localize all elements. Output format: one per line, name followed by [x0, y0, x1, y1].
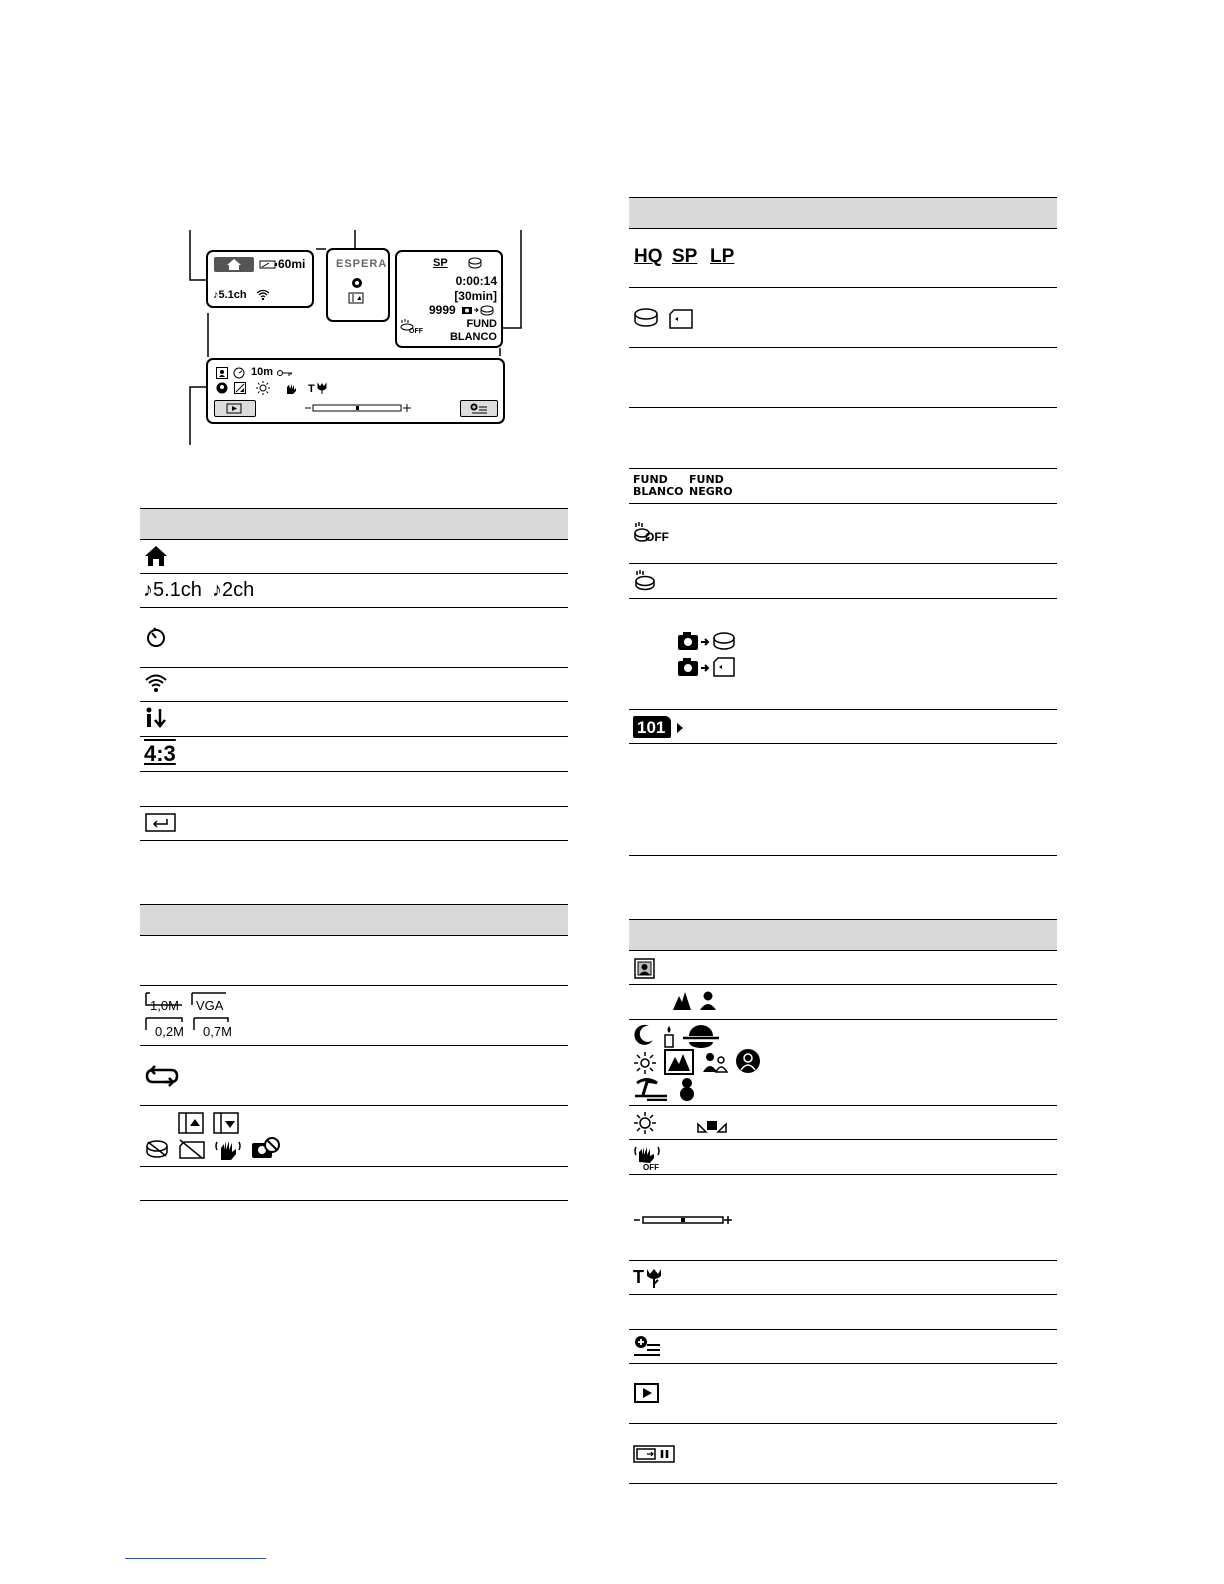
beach-icon	[633, 1077, 669, 1101]
row-divider	[629, 855, 1057, 856]
timer-value: 10m	[251, 366, 274, 378]
top-left-panel	[206, 250, 314, 308]
right-table2-header	[629, 919, 1057, 951]
background-label-1: FUND	[466, 318, 497, 330]
top-right-panel	[395, 250, 503, 348]
night-icon	[633, 1024, 655, 1046]
tulip-icon	[316, 382, 328, 394]
battery-remaining: 60mi	[278, 257, 306, 271]
row-divider	[629, 1363, 1057, 1364]
arrow-right-icon	[675, 722, 685, 734]
wireless-mic-icon	[145, 674, 167, 694]
option-button[interactable]	[460, 400, 498, 417]
row-divider	[140, 985, 568, 986]
row-divider	[140, 607, 568, 608]
snow-icon	[676, 1076, 698, 1102]
soft-portrait-icon	[702, 1050, 728, 1074]
wireless-mic-icon	[256, 289, 270, 301]
row-divider	[629, 1423, 1057, 1424]
image-size-vga: VGA	[196, 998, 224, 1013]
play-icon	[633, 1382, 661, 1404]
row-divider	[629, 347, 1057, 348]
tulip-icon	[645, 1267, 663, 1289]
row-divider	[629, 984, 1057, 985]
remaining-time: [30min]	[454, 289, 497, 303]
row-divider	[629, 468, 1057, 469]
battery-icon	[259, 260, 277, 269]
row-divider	[140, 1166, 568, 1167]
fireworks-icon	[633, 1051, 657, 1075]
quality-indicator: SP	[433, 257, 448, 269]
row-divider	[629, 407, 1057, 408]
row-divider	[140, 1045, 568, 1046]
row-divider	[629, 743, 1057, 744]
home-button[interactable]	[214, 257, 254, 272]
self-timer-icon	[232, 367, 248, 379]
one-push-wb-icon	[696, 1114, 728, 1134]
scene-down-icon	[212, 1111, 242, 1135]
fund-negro-line2: NEGRO	[689, 485, 733, 498]
row-divider	[629, 1483, 1057, 1484]
row-divider	[140, 1200, 568, 1201]
background-label-2: BLANCO	[449, 331, 497, 343]
bottom-panel	[206, 358, 505, 424]
recording-status: ESPERA	[336, 258, 388, 270]
sunset-icon	[683, 1024, 719, 1048]
play-icon	[215, 401, 255, 416]
scene-icon	[348, 292, 364, 304]
camera-shake-icon	[214, 1136, 242, 1162]
row-divider	[140, 840, 568, 841]
play-button[interactable]	[214, 400, 256, 417]
row-divider	[629, 287, 1057, 288]
memory-card-media-icon	[668, 308, 694, 330]
row-divider	[140, 736, 568, 737]
spotlight-icon	[735, 1048, 761, 1074]
audio-2ch-icon: ♪2ch	[212, 579, 255, 601]
row-divider	[629, 1019, 1057, 1020]
return-icon	[145, 813, 177, 833]
portrait-person-icon	[698, 990, 718, 1012]
slideshow-pause-icon	[633, 1443, 677, 1465]
hdd-media-icon	[633, 307, 661, 329]
audio-51ch-icon: ♪5.1ch	[143, 579, 202, 601]
photo-to-hdd-icon	[461, 304, 497, 316]
hdd-error-icon	[144, 1138, 170, 1160]
row-divider	[629, 563, 1057, 564]
svg-text:OFF: OFF	[409, 328, 423, 334]
row-divider	[629, 1329, 1057, 1330]
quality-sp-icon: SP	[672, 246, 698, 267]
portrait-icon	[216, 382, 228, 394]
zoom-slider[interactable]	[303, 402, 413, 414]
photo-to-card-icon	[676, 656, 738, 678]
candle-icon	[662, 1024, 676, 1048]
row-divider	[140, 573, 568, 574]
scene-up-icon	[177, 1111, 207, 1135]
face-detect-icon	[634, 958, 656, 980]
image-size-07m: 0,7M	[203, 1024, 232, 1039]
home-icon	[144, 545, 168, 567]
hdd-off-icon	[399, 318, 425, 334]
row-divider	[140, 806, 568, 807]
row-divider	[629, 503, 1057, 504]
left-table2-header	[140, 904, 568, 936]
photo-prohibited-icon	[250, 1136, 282, 1162]
row-divider	[629, 1174, 1057, 1175]
quality-lp-icon: LP	[710, 246, 735, 267]
off-label: OFF	[645, 530, 669, 544]
quality-hq-icon: HQ	[634, 246, 663, 267]
footer-link-underline	[125, 1558, 266, 1559]
tele-macro-label: T	[633, 1267, 644, 1287]
hdd-drop-sensor-icon	[633, 568, 657, 592]
landscape-icon	[672, 990, 692, 1012]
fund-negro-line1: FUND	[689, 473, 724, 486]
top-middle-panel	[326, 248, 390, 322]
hdd-icon	[467, 257, 483, 269]
face-detect-icon	[216, 367, 228, 379]
exposure-icon	[234, 382, 246, 394]
steadyshot-off-icon	[633, 1144, 661, 1172]
memory-card-error-icon	[178, 1138, 206, 1160]
photo-count: 9999	[429, 303, 456, 317]
steadyshot-icon	[284, 381, 298, 395]
white-balance-sun-icon	[256, 381, 270, 395]
tele-macro-label: T	[308, 383, 315, 395]
row-divider	[629, 598, 1057, 599]
row-divider	[140, 667, 568, 668]
mic-level-icon	[145, 707, 169, 729]
row-divider	[629, 1105, 1057, 1106]
fund-blanco-line2: BLANCO	[633, 485, 684, 498]
time-counter: 0:00:14	[455, 274, 497, 288]
audio-mode: ♪5.1ch	[213, 289, 247, 301]
folder-number: 101	[637, 718, 666, 737]
row-divider	[140, 1105, 568, 1106]
white-balance-sun-icon	[633, 1111, 657, 1135]
option-icon	[633, 1335, 661, 1359]
self-timer-icon	[145, 626, 167, 648]
row-divider	[629, 1294, 1057, 1295]
landscape-framed-icon	[664, 1049, 694, 1075]
row-divider	[629, 1260, 1057, 1261]
row-divider	[629, 1139, 1057, 1140]
row-divider	[140, 771, 568, 772]
repeat-icon	[145, 1064, 179, 1088]
key-icon	[277, 368, 293, 378]
home-icon	[214, 257, 254, 272]
photo-to-hdd-icon	[676, 630, 738, 652]
option-icon	[461, 401, 497, 416]
aspect-ratio-icon: 4:3	[144, 741, 176, 766]
image-size-02m: 0,2M	[155, 1024, 184, 1039]
row-divider	[629, 709, 1057, 710]
photo-mode-icon	[349, 277, 365, 289]
zoom-slider	[633, 1212, 733, 1228]
row-divider	[140, 701, 568, 702]
right-table1-header	[629, 197, 1057, 229]
svg-text:OFF: OFF	[643, 1163, 659, 1172]
left-table1-header	[140, 508, 568, 540]
image-size-1m: 1,0M	[150, 998, 179, 1013]
fund-blanco-line1: FUND	[633, 473, 668, 486]
